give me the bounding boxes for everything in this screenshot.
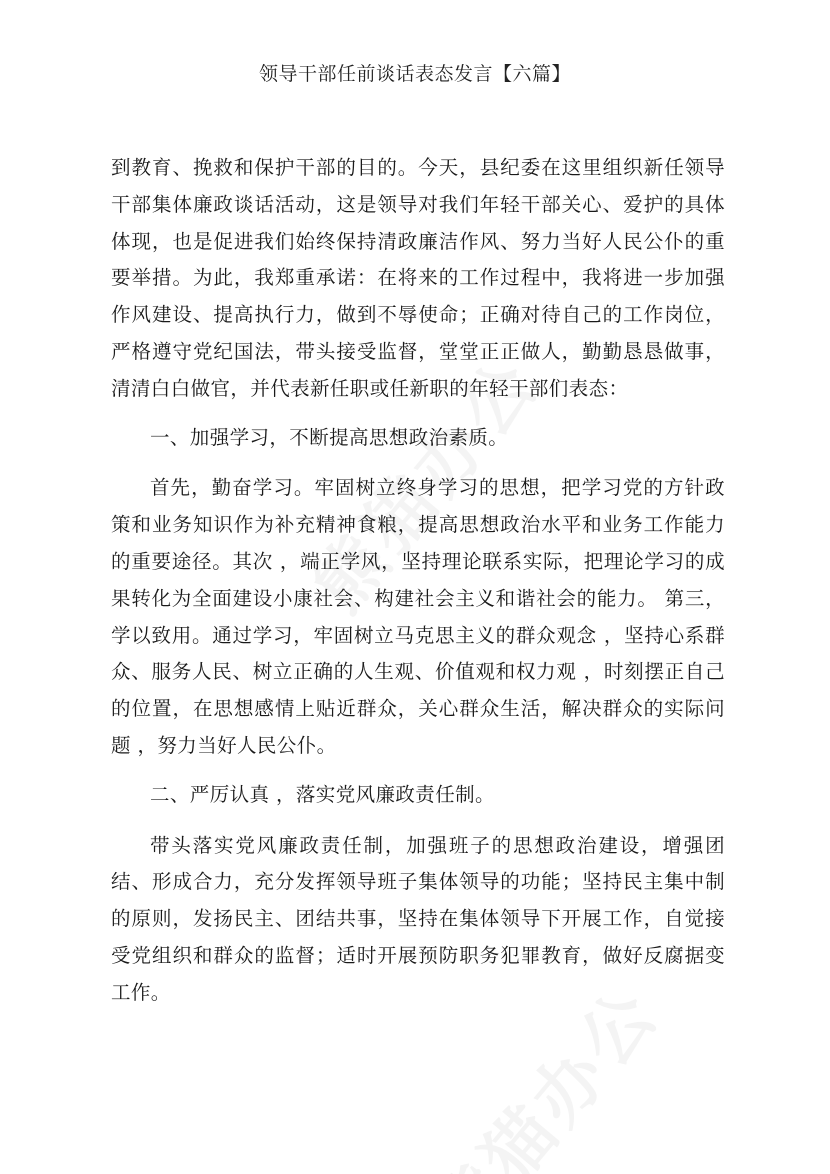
paragraph-responsibility: 带头落实党风廉政责任制，加强班子的思想政治建设，增强团结、形成合力，充分发挥领导班子集体领导的功能；坚持民主集中制的原则，发扬民主、团结共事，坚持在集体领导下开展工作，自觉接受党组织和群众的监督；适时开展预防职务犯罪教育，做好反腐据变工作。 bbox=[111, 833, 725, 1004]
paragraph-continuation: 到教育、挽救和保护干部的目的。今天，县纪委在这里组织新任领导干部集体廉政谈话活动，这是领导对我们年轻干部关心、爱护的具体体现，也是促进我们始终保持清政廉洁作风、努力当好人民公仆的重要举措。为此，我郑重承诺：在将来的工作过程中，我将进一步加强作风建设、提高执行力，做到不辱使命；正确对待自己的工作岗位，严格遵守党纪国法，带头接受监督，堂堂正正做人，勤勤恳恳做事，清清白白做官，并代表新任职或任新职的年轻干部们表态： bbox=[111, 156, 725, 400]
document-body bbox=[111, 150, 725, 1012]
section-heading-1: 一、加强学习，不断提高思想政治素质。 bbox=[150, 425, 509, 449]
document-title: 领导干部任前谈话表态发言【六篇】 bbox=[258, 63, 571, 85]
section-heading-2: 二、严厉认真 ，落实党风廉政责任制。 bbox=[150, 782, 495, 806]
paragraph-study: 首先，勤奋学习。牢固树立终身学习的思想，把学习党的方针政策和业务知识作为补充精神食粮，提高思想政治水平和业务工作能力的重要途径。其次 ，端正学风，坚持理论联系实际，把理论学习的成果转化为全面建设小康社会、构建社会主义和谐社会的能力。 第三，学以致用。通过学习，牢固树立马克思主义的群众观念 ，坚持心系群众、服务人民、树立正确的人生观、价值观和权力观 ，时刻摆正自己的位置，在思想感情上贴近群众，关心群众生活，解决群众的实际问题 ，努力当好人民公仆。 bbox=[111, 476, 725, 757]
